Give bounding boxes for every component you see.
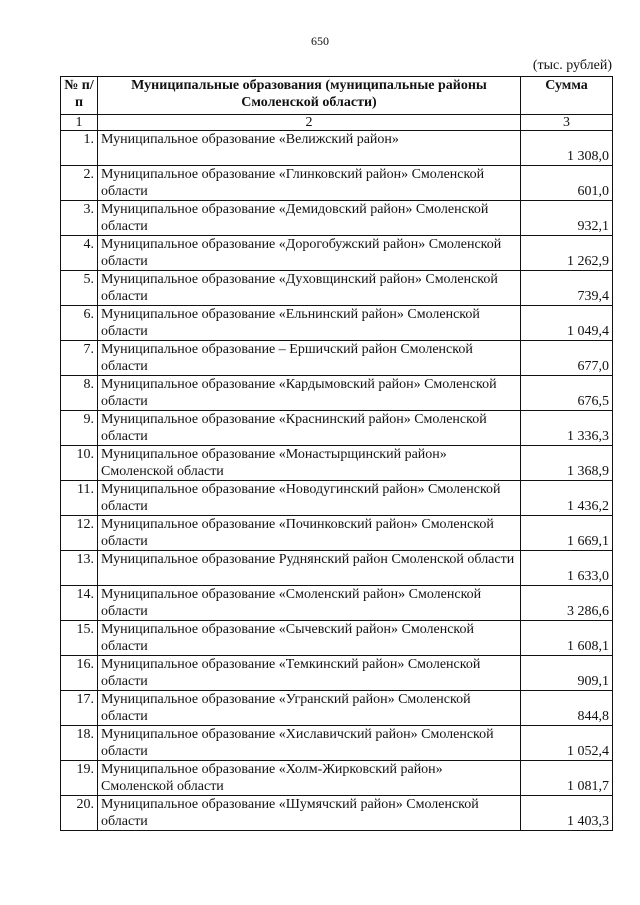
row-amount: 844,8 xyxy=(521,691,613,726)
municipality-name: Муниципальное образование «Краснинский район» Смоленской области xyxy=(98,411,521,446)
row-amount: 909,1 xyxy=(521,656,613,691)
row-number: 2. xyxy=(61,166,98,201)
row-number: 6. xyxy=(61,306,98,341)
municipality-name: Муниципальное образование «Демидовский район» Смоленской области xyxy=(98,201,521,236)
municipality-name: Муниципальное образование «Хиславичский район» Смоленской области xyxy=(98,726,521,761)
row-number: 7. xyxy=(61,341,98,376)
row-number: 1. xyxy=(61,131,98,166)
header-sum: Сумма xyxy=(521,77,613,115)
row-amount: 1 633,0 xyxy=(521,551,613,586)
row-number: 14. xyxy=(61,586,98,621)
row-number: 19. xyxy=(61,761,98,796)
table-row xyxy=(61,691,613,726)
municipality-name: Муниципальное образование «Сычевский район» Смоленской области xyxy=(98,621,521,656)
row-number: 8. xyxy=(61,376,98,411)
table-row xyxy=(61,586,613,621)
table-row xyxy=(61,516,613,551)
municipality-name: Муниципальное образование «Угранский район» Смоленской области xyxy=(98,691,521,726)
row-amount: 1 052,4 xyxy=(521,726,613,761)
municipality-name: Муниципальное образование «Монастырщинский район» Смоленской области xyxy=(98,446,521,481)
table-row xyxy=(61,621,613,656)
table-row xyxy=(61,201,613,236)
header-num: № п/п xyxy=(61,77,98,115)
municipality-name: Муниципальное образование – Ершичский район Смоленской области xyxy=(98,341,521,376)
table-row xyxy=(61,726,613,761)
table-row xyxy=(61,236,613,271)
municipality-name: Муниципальное образование «Глинковский район» Смоленской области xyxy=(98,166,521,201)
municipality-name: Муниципальное образование Руднянский район Смоленской области xyxy=(98,551,521,586)
header-row xyxy=(61,77,613,115)
table-row xyxy=(61,376,613,411)
column-index-row xyxy=(61,115,613,131)
row-number: 5. xyxy=(61,271,98,306)
header-name: Муниципальные образования (муниципальные районы Смоленской области) xyxy=(98,77,521,115)
table-row xyxy=(61,131,613,166)
row-number: 15. xyxy=(61,621,98,656)
table-row xyxy=(61,271,613,306)
row-amount: 1 368,9 xyxy=(521,446,613,481)
column-index-2: 2 xyxy=(98,115,521,131)
units-label: (тыс. рублей) xyxy=(532,58,612,73)
municipality-name: Муниципальное образование «Духовщинский район» Смоленской области xyxy=(98,271,521,306)
table-row xyxy=(61,341,613,376)
table-row xyxy=(61,656,613,691)
row-amount: 601,0 xyxy=(521,166,613,201)
row-amount: 1 608,1 xyxy=(521,621,613,656)
row-number: 17. xyxy=(61,691,98,726)
row-number: 11. xyxy=(61,481,98,516)
row-amount: 1 081,7 xyxy=(521,761,613,796)
row-number: 13. xyxy=(61,551,98,586)
table-body xyxy=(61,131,613,831)
municipality-name: Муниципальное образование «Дорогобужский район» Смоленской области xyxy=(98,236,521,271)
row-number: 16. xyxy=(61,656,98,691)
row-amount: 1 336,3 xyxy=(521,411,613,446)
municipality-name: Муниципальное образование «Велижский район» xyxy=(98,131,521,166)
row-amount: 1 669,1 xyxy=(521,516,613,551)
row-amount: 1 049,4 xyxy=(521,306,613,341)
municipality-name: Муниципальное образование «Новодугинский район» Смоленской области xyxy=(98,481,521,516)
row-amount: 932,1 xyxy=(521,201,613,236)
row-number: 12. xyxy=(61,516,98,551)
table-row xyxy=(61,481,613,516)
row-amount: 1 262,9 xyxy=(521,236,613,271)
table-row xyxy=(61,551,613,586)
row-amount: 3 286,6 xyxy=(521,586,613,621)
column-index-1: 1 xyxy=(61,115,98,131)
row-number: 18. xyxy=(61,726,98,761)
row-amount: 1 403,3 xyxy=(521,796,613,831)
row-number: 20. xyxy=(61,796,98,831)
municipality-name: Муниципальное образование «Темкинский район» Смоленской области xyxy=(98,656,521,691)
municipality-name: Муниципальное образование «Починковский район» Смоленской области xyxy=(98,516,521,551)
page-number: 650 xyxy=(311,34,329,48)
municipality-name: Муниципальное образование «Смоленский район» Смоленской области xyxy=(98,586,521,621)
allocation-table xyxy=(60,76,613,831)
table-row xyxy=(61,166,613,201)
municipality-name: Муниципальное образование «Шумячский район» Смоленской области xyxy=(98,796,521,831)
table-row xyxy=(61,761,613,796)
table-row xyxy=(61,411,613,446)
row-amount: 676,5 xyxy=(521,376,613,411)
row-amount: 1 436,2 xyxy=(521,481,613,516)
municipality-name: Муниципальное образование «Кардымовский район» Смоленской области xyxy=(98,376,521,411)
row-number: 4. xyxy=(61,236,98,271)
municipality-name: Муниципальное образование «Холм-Жирковский район» Смоленской области xyxy=(98,761,521,796)
column-index-3: 3 xyxy=(521,115,613,131)
row-number: 10. xyxy=(61,446,98,481)
municipality-name: Муниципальное образование «Ельнинский район» Смоленской области xyxy=(98,306,521,341)
row-amount: 677,0 xyxy=(521,341,613,376)
table-row xyxy=(61,446,613,481)
row-number: 3. xyxy=(61,201,98,236)
row-amount: 1 308,0 xyxy=(521,131,613,166)
table-row xyxy=(61,306,613,341)
table-row xyxy=(61,796,613,831)
row-number: 9. xyxy=(61,411,98,446)
row-amount: 739,4 xyxy=(521,271,613,306)
